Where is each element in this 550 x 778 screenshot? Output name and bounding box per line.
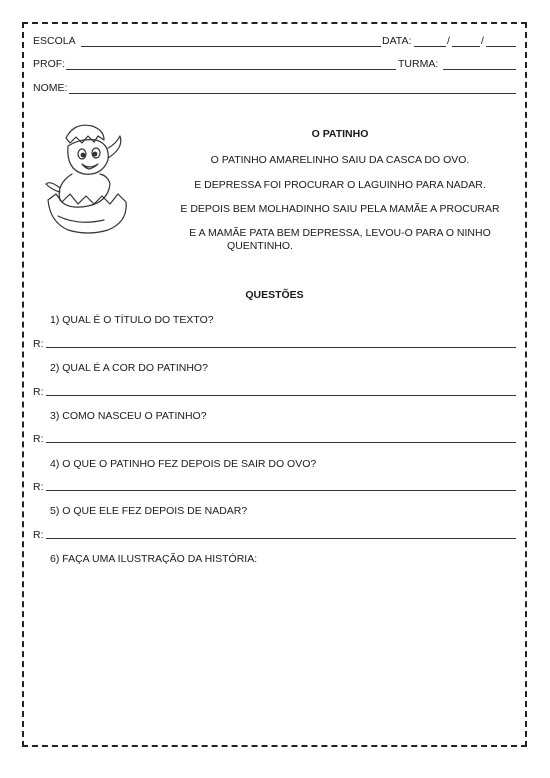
story-line-3: E DEPOIS BEM MOLHADINHO SAIU PELA MAMÃE A PROCURAR <box>180 203 500 215</box>
date-year-field[interactable] <box>486 46 516 47</box>
question-5: 5) O QUE ELE FEZ DEPOIS DE NADAR? <box>50 505 248 517</box>
school-label: ESCOLA <box>33 35 76 47</box>
class-field[interactable] <box>443 69 516 70</box>
answer-label-2: R: <box>33 386 44 398</box>
date-separator-1: / <box>447 35 450 47</box>
answer-line-3[interactable] <box>46 442 516 443</box>
teacher-field[interactable] <box>66 69 396 70</box>
date-label: DATA: <box>382 35 412 47</box>
duckling-in-eggshell-icon <box>38 118 138 236</box>
question-6: 6) FAÇA UMA ILUSTRAÇÃO DA HISTÓRIA: <box>50 553 258 565</box>
answer-label-4: R: <box>33 481 44 493</box>
question-4: 4) O QUE O PATINHO FEZ DEPOIS DE SAIR DO OVO? <box>50 458 317 470</box>
question-1: 1) QUAL É O TÍTULO DO TEXTO? <box>50 314 214 326</box>
questions-heading: QUESTÕES <box>245 289 304 301</box>
answer-line-5[interactable] <box>46 538 516 539</box>
date-separator-2: / <box>481 35 484 47</box>
question-3: 3) COMO NASCEU O PATINHO? <box>50 410 207 422</box>
date-month-field[interactable] <box>452 46 480 47</box>
class-label: TURMA: <box>398 58 439 70</box>
answer-label-5: R: <box>33 529 44 541</box>
answer-line-4[interactable] <box>46 490 516 491</box>
teacher-label: PROF: <box>33 58 66 70</box>
story-line-5: QUENTINHO. <box>227 240 293 252</box>
illustration-area[interactable] <box>40 572 510 737</box>
answer-label-1: R: <box>33 338 44 350</box>
answer-line-1[interactable] <box>46 347 516 348</box>
school-field[interactable] <box>81 46 381 47</box>
story-line-2: E DEPRESSA FOI PROCURAR O LAGUINHO PARA NADAR. <box>194 179 486 191</box>
question-2: 2) QUAL É A COR DO PATINHO? <box>50 362 208 374</box>
story-line-4: E A MAMÃE PATA BEM DEPRESSA, LEVOU-O PARA O NINHO <box>189 227 491 239</box>
answer-label-3: R: <box>33 433 44 445</box>
answer-line-2[interactable] <box>46 395 516 396</box>
name-field[interactable] <box>69 93 516 94</box>
story-title: O PATINHO <box>311 128 369 140</box>
story-line-1: O PATINHO AMARELINHO SAIU DA CASCA DO OVO. <box>210 154 470 166</box>
name-label: NOME: <box>33 82 68 94</box>
date-day-field[interactable] <box>414 46 446 47</box>
